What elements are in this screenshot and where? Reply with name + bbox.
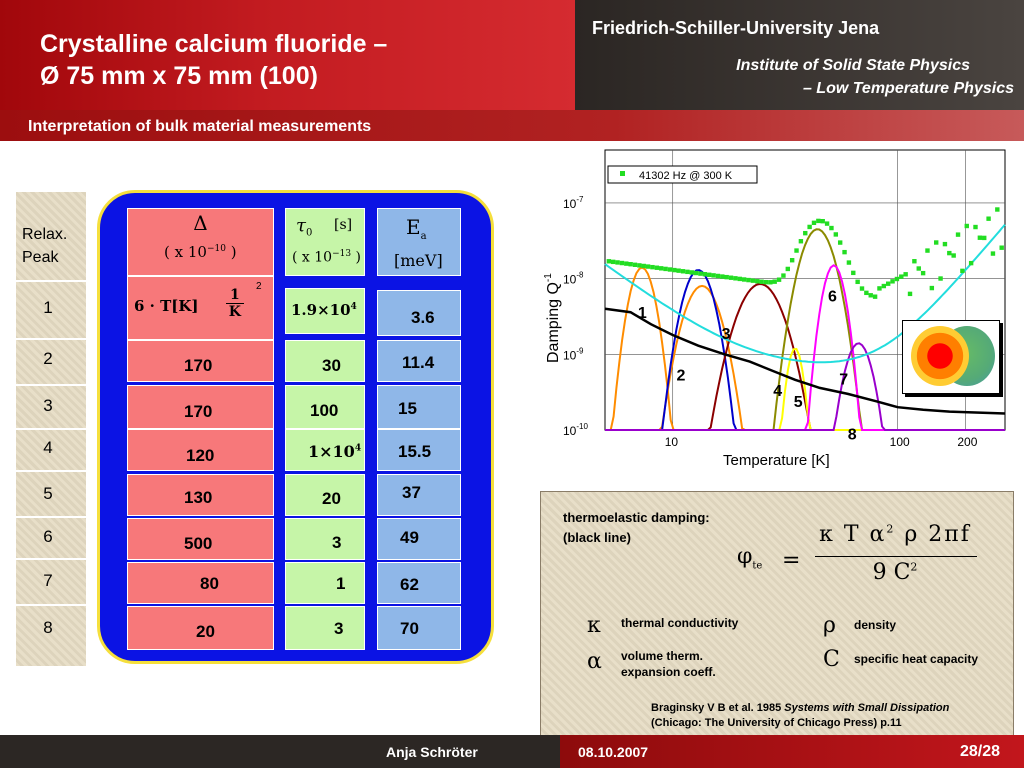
peak-divider — [16, 516, 86, 518]
ea-value: 49 — [400, 528, 419, 547]
delta-value: 130 — [184, 488, 213, 507]
peak-divider — [16, 428, 86, 430]
legend-marker — [620, 171, 625, 176]
measured-point — [908, 292, 912, 296]
delta-formula-exp: 2 — [256, 281, 262, 292]
peak-number: 7 — [43, 571, 53, 590]
measured-point — [659, 266, 663, 270]
measured-point — [650, 265, 654, 269]
rho-symbol: ρ — [823, 613, 836, 638]
measured-point — [685, 270, 689, 274]
measured-point — [642, 264, 646, 268]
peak-number: 6 — [43, 527, 53, 546]
measured-point — [781, 273, 785, 277]
thermoelastic-formula: $\varphi_{te}$ = κ T $\alpha^2$ ρ 2πf 9 $C^2$ — [737, 522, 977, 592]
measured-point — [733, 276, 737, 280]
y-tick-label: $10^{-9}$ — [563, 346, 584, 363]
x-tick-label: 100 — [889, 435, 910, 449]
measured-point — [751, 278, 755, 282]
delta-formula: 6 · T[K] — [134, 297, 199, 315]
ea-header — [377, 208, 461, 276]
measured-point — [890, 279, 894, 283]
heat-capacity-symbol: C — [823, 647, 840, 672]
measured-point — [899, 274, 903, 278]
measured-point — [738, 277, 742, 281]
measured-point — [716, 274, 720, 278]
measured-point — [921, 271, 925, 275]
measured-point — [917, 266, 921, 270]
delta-formula-fraction: 1 K — [226, 287, 244, 320]
y-tick-label: $10^{-7}$ — [563, 194, 584, 211]
measured-point — [829, 226, 833, 230]
ea-cell — [377, 606, 461, 650]
institute-line2: – Low Temperature Physics — [802, 80, 1014, 97]
measured-point — [703, 272, 707, 276]
damping-chart — [540, 145, 1024, 475]
measured-point — [655, 266, 659, 270]
delta-cell — [127, 385, 274, 429]
measured-point — [711, 273, 715, 277]
delta-unit: ( x $10^{-10}$ ) — [164, 243, 237, 261]
ea-value: 37 — [402, 483, 421, 502]
tau-value: 100 — [310, 401, 339, 420]
measured-point — [851, 271, 855, 275]
alpha-symbol: α — [587, 649, 602, 674]
tau-value: 1 — [336, 574, 346, 593]
thermoelastic-legend — [540, 491, 1014, 736]
measured-point — [982, 236, 986, 240]
measured-point — [694, 271, 698, 275]
tau-cell — [285, 385, 365, 429]
measured-point — [628, 262, 632, 266]
delta-cell — [127, 429, 274, 471]
peak-label: 6 — [827, 288, 837, 306]
reference-line1: Braginsky V B et al. 1985 Systems with Small Dissipation — [651, 702, 950, 714]
measured-point — [803, 231, 807, 235]
peak-number: 5 — [43, 484, 53, 503]
peak-label: 2 — [676, 367, 686, 385]
measured-point — [668, 267, 672, 271]
measured-point — [615, 260, 619, 264]
delta-header — [127, 208, 274, 276]
legend-heading-line2: (black line) — [563, 530, 631, 545]
measured-point — [816, 219, 820, 223]
ea-cell — [377, 385, 461, 429]
peak-divider — [16, 338, 86, 340]
peak-number: 4 — [43, 438, 53, 457]
measured-point — [999, 245, 1003, 249]
alpha-description-line1: volume therm. — [621, 649, 704, 663]
measured-point — [965, 224, 969, 228]
ea-cell — [377, 518, 461, 560]
measured-point — [834, 232, 838, 236]
measured-point — [759, 280, 763, 284]
ea-first-value: 3.6 — [411, 308, 435, 327]
measured-point — [690, 270, 694, 274]
tau-unit-scale: ( x $10^{-13}$ ) — [292, 249, 362, 266]
measured-point — [877, 286, 881, 290]
peak-divider — [16, 470, 86, 472]
measured-point — [755, 279, 759, 283]
delta-cell — [127, 518, 274, 560]
tau-first-value: $1.9\times 10^4$ — [291, 301, 357, 319]
measured-point — [930, 286, 934, 290]
ea-unit: [meV] — [394, 251, 443, 270]
measured-point — [729, 276, 733, 280]
measured-point — [807, 225, 811, 229]
delta-value: 170 — [184, 402, 213, 421]
tau-cell — [285, 340, 365, 382]
measured-point — [790, 258, 794, 262]
delta-value: 80 — [200, 574, 219, 593]
ea-value: 15 — [398, 399, 417, 418]
measured-point — [633, 263, 637, 267]
measured-point — [646, 264, 650, 268]
institute-line1: Institute of Solid State Physics — [736, 57, 970, 74]
measured-point — [938, 276, 942, 280]
measured-point — [847, 260, 851, 264]
measured-point — [973, 225, 977, 229]
measured-point — [995, 207, 999, 211]
measured-point — [663, 267, 667, 271]
ea-cell — [377, 340, 461, 382]
measured-point — [768, 280, 772, 284]
delta-value: 500 — [184, 534, 213, 553]
peak-label: 7 — [839, 371, 849, 389]
legend-heading-line1: thermoelastic damping: — [563, 510, 710, 525]
footer-author: Anja Schröter — [386, 744, 478, 760]
measured-point — [969, 261, 973, 265]
alpha-description-line2: expansion coeff. — [621, 665, 716, 679]
tau-cell — [285, 562, 365, 604]
measured-point — [720, 274, 724, 278]
slide-subtitle: Interpretation of bulk material measurements — [28, 118, 372, 135]
tau-value: 3 — [332, 533, 342, 552]
measured-point — [934, 240, 938, 244]
measured-point — [838, 240, 842, 244]
measured-point — [746, 278, 750, 282]
measured-point — [764, 280, 768, 284]
ea-symbol: $E_a$ — [406, 215, 427, 242]
heat-capacity-description: specific heat capacity — [854, 652, 979, 666]
slide-title-line1: Crystalline calcium fluoride – — [40, 30, 388, 58]
peak-number: 2 — [43, 349, 53, 368]
slide-title-line2: Ø 75 mm x 75 mm (100) — [40, 62, 318, 90]
crystal-rings-icon — [902, 320, 1000, 394]
measured-point — [821, 219, 825, 223]
measured-point — [637, 263, 641, 267]
tau-value: $1\times 10^4$ — [308, 442, 362, 461]
peak-header-line1: Relax. — [22, 226, 68, 243]
measured-point — [951, 253, 955, 257]
delta-cell — [127, 474, 274, 516]
peak-label: 4 — [773, 383, 783, 401]
measured-point — [855, 280, 859, 284]
y-tick-label: $10^{-8}$ — [563, 270, 584, 287]
measured-point — [943, 242, 947, 246]
rho-description: density — [854, 618, 897, 632]
parameter-table-panel — [97, 190, 494, 664]
measured-point — [698, 271, 702, 275]
peak-number: 1 — [43, 298, 53, 317]
delta-cell — [127, 606, 274, 650]
tau-value: 20 — [322, 489, 341, 508]
university-name: Friedrich-Schiller-University Jena — [592, 18, 880, 38]
delta-formula-cell — [127, 276, 274, 340]
ea-cell — [377, 429, 461, 471]
measured-point — [869, 293, 873, 297]
measured-point — [799, 239, 803, 243]
measured-point — [882, 284, 886, 288]
legend-label: 41302 Hz @ 300 K — [639, 170, 733, 182]
measured-point — [624, 261, 628, 265]
ea-value: 15.5 — [398, 442, 432, 461]
measured-point — [978, 236, 982, 240]
measured-point — [947, 251, 951, 255]
tau-cell — [285, 518, 365, 560]
measured-point — [742, 277, 746, 281]
measured-point — [925, 248, 929, 252]
peak-label: 5 — [793, 394, 803, 412]
peak-divider — [16, 604, 86, 606]
measured-point — [777, 277, 781, 281]
delta-value: 170 — [184, 356, 213, 375]
measured-point — [991, 251, 995, 255]
peak-label: 3 — [721, 325, 731, 343]
y-tick-label: $10^{-10}$ — [563, 422, 588, 438]
measured-point — [912, 259, 916, 263]
measured-point — [794, 248, 798, 252]
kappa-description: thermal conductivity — [621, 616, 739, 630]
delta-value: 20 — [196, 622, 215, 641]
measured-point — [773, 279, 777, 283]
measured-point — [611, 260, 615, 264]
x-tick-label: 10 — [664, 435, 679, 449]
peak-divider — [16, 280, 86, 282]
peak-number: 8 — [43, 618, 53, 637]
measured-point — [873, 294, 877, 298]
measured-point — [676, 268, 680, 272]
measured-point — [707, 273, 711, 277]
tau-unit: [s] — [334, 217, 353, 233]
measured-point — [786, 267, 790, 271]
measured-point — [620, 261, 624, 265]
peak-number: 3 — [43, 396, 53, 415]
tau-header — [285, 208, 365, 276]
footer-date: 08.10.2007 — [578, 744, 649, 760]
measured-point — [672, 268, 676, 272]
delta-cell — [127, 340, 274, 382]
reference-line2: (Chicago: The University of Chicago Press) p.11 — [651, 717, 902, 729]
ea-first-cell — [377, 290, 461, 336]
peak-label: 8 — [847, 426, 857, 444]
measured-point — [956, 232, 960, 236]
ea-cell — [377, 474, 461, 516]
measured-point — [812, 221, 816, 225]
tau-value: 3 — [334, 619, 344, 638]
peak-header-line2: Peak — [22, 249, 59, 266]
measured-point — [864, 291, 868, 295]
tau-cell — [285, 429, 365, 471]
tau-cell — [285, 474, 365, 516]
peak-label: 1 — [637, 305, 647, 323]
tau-symbol: $\tau_0$ — [296, 215, 313, 239]
peak-divider — [16, 384, 86, 386]
kappa-symbol: κ — [587, 613, 601, 638]
measured-point — [825, 221, 829, 225]
y-axis-label: Damping $Q^{-1}$ — [543, 273, 562, 363]
measured-point — [986, 216, 990, 220]
measured-point — [903, 272, 907, 276]
measured-point — [724, 275, 728, 279]
tau-first-cell — [285, 288, 365, 334]
ea-cell — [377, 562, 461, 604]
delta-symbol: Δ — [193, 211, 208, 235]
measured-point — [886, 281, 890, 285]
delta-cell — [127, 562, 274, 604]
x-axis-label: Temperature [K] — [723, 452, 830, 469]
measured-point — [607, 259, 611, 263]
ea-value: 70 — [400, 619, 419, 638]
footer-page-number: 28/28 — [960, 743, 1001, 760]
x-tick-label: 200 — [957, 435, 978, 449]
peak-divider — [16, 558, 86, 560]
tau-cell — [285, 606, 365, 650]
measured-point — [842, 250, 846, 254]
tau-value: 30 — [322, 356, 341, 375]
ea-value: 62 — [400, 575, 419, 594]
measured-point — [895, 277, 899, 281]
measured-point — [960, 269, 964, 273]
measured-point — [681, 269, 685, 273]
delta-value: 120 — [186, 446, 215, 465]
ea-value: 11.4 — [402, 353, 435, 372]
measured-point — [860, 286, 864, 290]
